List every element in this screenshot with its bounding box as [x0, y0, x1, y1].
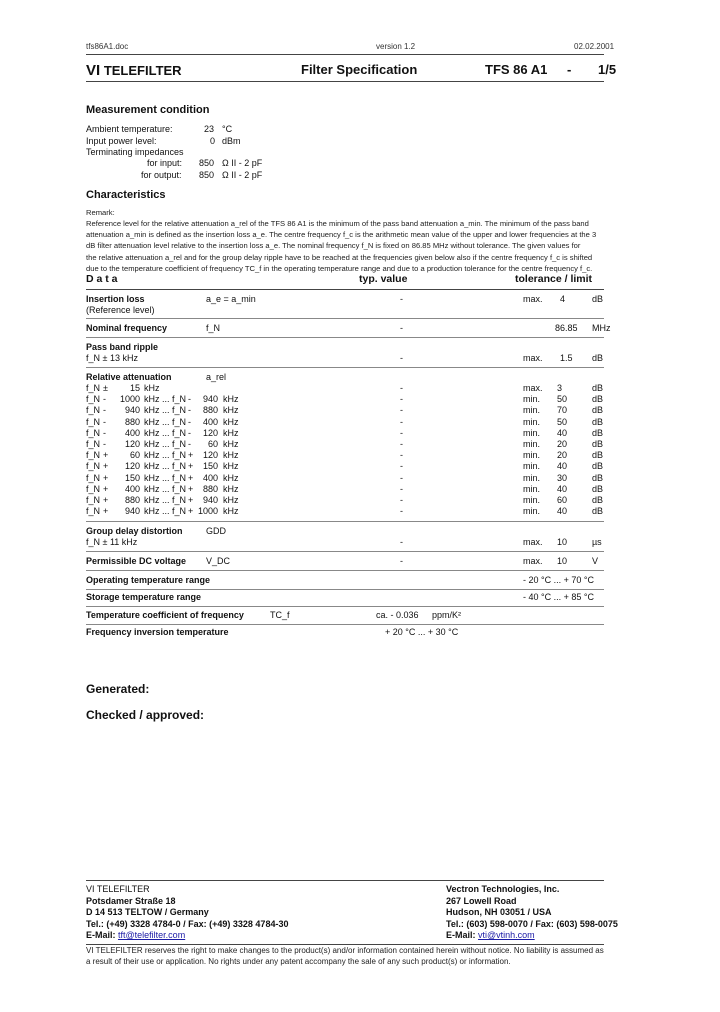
checked-label: Checked / approved: [86, 708, 205, 722]
relatt-row-4-c2: - [103, 416, 106, 427]
brand-vi: VI [86, 62, 101, 79]
col-data-header: D a t a [86, 273, 118, 285]
relatt-row-1-c1: f_N [86, 383, 101, 393]
dc-voltage-typ: - [400, 556, 403, 566]
version-label: version 1.2 [376, 42, 416, 51]
relatt-row-9-val: 30 [557, 472, 568, 483]
relatt-row-8-c5: f_N [172, 461, 187, 472]
relatt-row-9-c7: 400 [202, 472, 218, 483]
row-rule [86, 570, 604, 571]
footer-left-street: Potsdamer Straße 18 [86, 895, 176, 906]
relatt-row-11-c2: + [103, 495, 109, 505]
relatt-row-4-lim: min. [523, 416, 541, 427]
temp-coefficient-unit: ppm/K² [432, 610, 462, 620]
relatt-row-11-c1: f_N [86, 495, 101, 505]
pass-band-ripple-condition: f_N ± 13 kHz [86, 353, 138, 363]
relatt-row-5-c4: kHz ... [144, 427, 170, 438]
col-typ-header: typ. value [359, 273, 408, 285]
relatt-row-4-c1: f_N [86, 416, 101, 427]
footer-left-phone: Tel.: (+49) 3328 4784-0 / Fax: (+49) 3328 4784-30 [86, 918, 289, 929]
pass-band-ripple-label: Pass band ripple [86, 342, 159, 352]
measurement-heading: Measurement condition [86, 104, 210, 116]
pass-band-ripple-typ: - [400, 353, 403, 363]
relatt-row-6-lim: min. [523, 439, 541, 449]
insertion-loss-value: 4 [560, 294, 566, 304]
relatt-row-4-c7: 400 [202, 416, 218, 427]
relatt-row-11-c8: kHz [223, 495, 239, 505]
remark-line-3: dB filter attenuation level relative to the insertion loss a_e. The nominal frequency f_N is fixed on 86.85 MHz without tolerance. The given values for [86, 241, 581, 251]
relatt-row-9-c4: kHz ... [144, 472, 170, 483]
relatt-row-6-c6: - [188, 439, 191, 449]
relatt-row-3-c3: 940 [124, 405, 140, 416]
generated-label: Generated: [86, 682, 150, 696]
relatt-row-10-c5: f_N [172, 483, 187, 494]
row-rule [86, 367, 604, 368]
dc-voltage-value: 10 [557, 556, 568, 566]
relatt-row-7-c2: + [103, 450, 109, 461]
operating-temp-label: Operating temperature range [86, 575, 211, 585]
relative-attenuation-label: Relative attenuation [86, 372, 172, 382]
relatt-row-11-c7: 940 [202, 495, 218, 505]
footer-bottom-rule [86, 944, 604, 945]
relatt-row-6-c4: kHz ... [144, 439, 170, 449]
col-tol-header: tolerance / limit [515, 273, 593, 285]
relatt-row-7-c3: 60 [129, 450, 140, 461]
relative-attenuation-symbol: a_rel [206, 372, 227, 382]
relatt-row-4-typ: - [400, 416, 403, 427]
title-dash: - [567, 62, 572, 77]
relatt-row-4-unit: dB [592, 416, 604, 427]
table-header-rule [86, 289, 604, 290]
relatt-row-9-c8: kHz [223, 472, 239, 483]
dc-voltage-label: Permissible DC voltage [86, 556, 187, 566]
title-rule [86, 81, 604, 82]
relatt-row-3-c5: f_N [172, 405, 187, 416]
relatt-row-10-lim: min. [523, 483, 541, 494]
relatt-row-11-typ: - [400, 495, 403, 505]
relatt-row-10-c1: f_N [86, 483, 101, 494]
relatt-row-11-c6: + [188, 495, 194, 505]
insertion-loss-label: Insertion loss [86, 294, 145, 304]
temp-coefficient-label: Temperature coefficient of frequency [86, 610, 244, 620]
relatt-row-12-lim: min. [523, 506, 541, 517]
relatt-row-6-c5: f_N [172, 439, 187, 449]
relatt-row-7-lim: min. [523, 450, 541, 461]
product-code: TFS 86 A1 [485, 62, 548, 77]
row-rule [86, 589, 604, 590]
impedance-output-unit: Ω II - 2 pF [222, 170, 263, 180]
relatt-row-11-c4: kHz ... [144, 495, 170, 505]
reference-level-label: (Reference level) [86, 305, 155, 315]
relatt-row-3-c2: - [103, 405, 106, 416]
relatt-row-5-c1: f_N [86, 427, 101, 438]
footer-disclaimer: VI TELEFILTER reserves the right to make changes to the product(s) and/or information contained herein without notice. No liability is assumed as a result of their use or application. No rights under any patent accompany the sale of any such product(s) or information. [86, 946, 604, 966]
relatt-row-5-lim: min. [523, 427, 541, 438]
nominal-frequency-label: Nominal frequency [86, 323, 168, 333]
relatt-row-10-c4: kHz ... [144, 483, 170, 494]
relatt-row-4-c8: kHz [223, 416, 239, 427]
impedance-input-unit: Ω II - 2 pF [222, 158, 263, 168]
impedance-output-label: for output: [141, 170, 182, 180]
relatt-row-12-c5: f_N [172, 506, 187, 517]
ambient-label: Ambient temperature: [86, 124, 173, 134]
relatt-row-12-typ: - [400, 506, 403, 517]
relatt-row-1-unit: dB [592, 383, 604, 393]
relatt-row-7-typ: - [400, 450, 403, 461]
relatt-row-11-unit: dB [592, 495, 604, 505]
relatt-row-4-val: 50 [557, 416, 568, 427]
relatt-row-9-c2: + [103, 472, 109, 483]
brand-logo [86, 62, 182, 79]
footer-right-address [446, 884, 618, 942]
input-power-unit: dBm [222, 136, 241, 146]
relatt-row-3-lim: min. [523, 405, 541, 416]
impedance-input-label: for input: [147, 158, 183, 168]
doc-title: Filter Specification [301, 62, 418, 77]
relatt-row-8-c6: + [188, 461, 194, 472]
relatt-row-12-c6: + [188, 506, 194, 517]
ambient-value: 23 [204, 124, 215, 134]
input-power-label: Input power level: [86, 136, 157, 146]
relatt-row-2-val: 50 [557, 394, 568, 405]
relatt-row-6-c7: 60 [207, 439, 218, 449]
relatt-row-6-c2: - [103, 439, 106, 449]
relatt-row-8-lim: min. [523, 461, 541, 472]
relatt-row-10-c2: + [103, 483, 109, 494]
group-delay-condition: f_N ± 11 kHz [86, 537, 138, 547]
relatt-row-7-c8: kHz [223, 450, 239, 461]
dc-voltage-symbol: V_DC [206, 556, 231, 566]
relatt-row-3-unit: dB [592, 405, 604, 416]
relatt-row-7-c1: f_N [86, 450, 101, 461]
relatt-row-3-typ: - [400, 405, 403, 416]
row-rule [86, 521, 604, 522]
relatt-row-2-c1: f_N [86, 394, 101, 405]
relatt-row-8-c8: kHz [223, 461, 239, 472]
relatt-row-5-c3: 400 [124, 427, 140, 438]
relatt-row-10-unit: dB [592, 483, 604, 494]
relatt-row-9-c6: + [188, 472, 194, 483]
dc-voltage-limit: max. [523, 556, 543, 566]
characteristics-heading: Characteristics [86, 189, 166, 201]
relatt-row-8-val: 40 [557, 461, 568, 472]
relatt-row-2-lim: min. [523, 394, 541, 405]
relatt-row-1-c4: kHz [144, 383, 160, 393]
relatt-row-12-c4: kHz ... [144, 506, 170, 517]
pass-band-ripple-limit: max. [523, 353, 543, 363]
relatt-row-8-c4: kHz ... [144, 461, 170, 472]
relatt-row-2-c8: kHz [223, 394, 239, 405]
relatt-row-5-typ: - [400, 427, 403, 438]
group-delay-label: Group delay distortion [86, 526, 183, 536]
relatt-row-12-val: 40 [557, 506, 568, 517]
relatt-row-11-c5: f_N [172, 495, 187, 505]
relatt-row-2-typ: - [400, 394, 403, 405]
relatt-row-2-c2: - [103, 394, 106, 405]
footer-right-street: 267 Lowell Road [446, 895, 517, 906]
header-rule [86, 54, 604, 55]
remark-line-1: Reference level for the relative attenuation a_rel of the TFS 86 A1 is the minimum of the pass band attenuation a_min. The minimum of the pass band [86, 219, 589, 228]
freq-inversion-label: Frequency inversion temperature [86, 627, 229, 637]
relatt-row-2-c7: 940 [202, 394, 218, 405]
relatt-row-9-typ: - [400, 472, 403, 483]
impedance-input-value: 850 [199, 158, 215, 168]
relatt-row-1-typ: - [400, 383, 403, 393]
footer-right-email-link[interactable]: vti@vtinh.com [478, 930, 535, 940]
relatt-row-9-c3: 150 [124, 472, 140, 483]
nominal-frequency-symbol: f_N [206, 323, 221, 333]
relatt-row-7-c6: + [188, 450, 194, 461]
insertion-loss-limit: max. [523, 294, 543, 304]
relatt-row-2-unit: dB [592, 394, 604, 405]
relatt-row-9-c5: f_N [172, 472, 187, 483]
relatt-row-12-c8: kHz [223, 506, 239, 517]
relatt-row-1-lim: max. [523, 383, 543, 393]
remark-line-4: the relative attenuation a_rel and for the group delay ripple have to be reached at the frequencies given below also if the centre frequency f_c is shifted [86, 252, 593, 262]
relatt-row-7-val: 20 [557, 450, 568, 461]
relatt-row-1-val: 3 [557, 383, 563, 393]
relatt-row-7-c4: kHz ... [144, 450, 170, 461]
insertion-loss-unit: dB [592, 294, 604, 304]
temp-coefficient-typ: ca. - 0.036 [376, 610, 419, 620]
relatt-row-5-c6: - [188, 427, 191, 438]
brand-name: TELEFILTER [103, 63, 182, 78]
relatt-row-5-c5: f_N [172, 427, 187, 438]
relatt-row-5-c8: kHz [223, 427, 239, 438]
relatt-row-3-c7: 880 [202, 405, 218, 416]
group-delay-unit: µs [592, 537, 602, 547]
remark-label: Remark: [86, 208, 115, 217]
ambient-unit: °C [222, 124, 233, 134]
nominal-frequency-typ: - [400, 323, 403, 333]
storage-temp-range: - 40 °C ... + 85 °C [523, 592, 594, 602]
relatt-row-1-c3: 15 [129, 383, 140, 393]
relatt-row-6-c3: 120 [124, 439, 140, 449]
relatt-row-7-unit: dB [592, 450, 604, 461]
relatt-row-9-lim: min. [523, 472, 541, 483]
nominal-frequency-unit: MHz [592, 323, 611, 333]
relatt-row-8-unit: dB [592, 461, 604, 472]
group-delay-symbol: GDD [206, 526, 226, 536]
relatt-row-4-c3: 880 [124, 416, 140, 427]
impedance-output-value: 850 [199, 170, 215, 180]
relatt-row-9-unit: dB [592, 472, 604, 483]
date-label: 02.02.2001 [574, 42, 615, 51]
relatt-row-12-c2: + [103, 506, 109, 517]
relatt-row-8-c7: 150 [202, 461, 218, 472]
relatt-row-7-c5: f_N [172, 450, 187, 461]
relatt-row-8-c3: 120 [124, 461, 140, 472]
footer-left-address [86, 884, 288, 942]
relatt-row-6-val: 20 [557, 439, 568, 449]
relatt-row-10-c6: + [188, 483, 194, 494]
relatt-row-2-c5: f_N [172, 394, 187, 405]
storage-temp-label: Storage temperature range [86, 592, 202, 602]
relatt-row-5-c7: 120 [202, 427, 218, 438]
footer-right-company: Vectron Technologies, Inc. [446, 884, 560, 894]
relatt-row-2-c3: 1000 [119, 394, 140, 405]
relatt-row-11-val: 60 [557, 495, 568, 505]
remark-line-5: due to the temperature coefficient of frequency TC_f in the operating temperature range and due to a production tolerance for the centre frequency f_c. [86, 263, 593, 273]
row-rule [86, 318, 604, 319]
temp-coefficient-symbol: TC_f [270, 610, 290, 620]
footer-left-company: VI TELEFILTER [86, 884, 150, 894]
file-name: tfs86A1.doc [86, 42, 129, 51]
relatt-row-2-c4: kHz ... [144, 394, 170, 405]
relatt-row-3-c1: f_N [86, 405, 101, 416]
relatt-row-8-typ: - [400, 461, 403, 472]
relatt-row-10-val: 40 [557, 483, 568, 494]
insertion-loss-typ: - [400, 294, 403, 304]
relatt-row-7-c7: 120 [202, 450, 218, 461]
freq-inversion-range: + 20 °C ... + 30 °C [385, 627, 459, 637]
relatt-row-5-val: 40 [557, 427, 568, 438]
terminating-label: Terminating impedances [86, 147, 184, 157]
group-delay-typ: - [400, 537, 403, 547]
relatt-row-12-unit: dB [592, 506, 604, 517]
relatt-row-8-c2: + [103, 461, 109, 472]
relatt-row-3-c8: kHz [223, 405, 239, 416]
insertion-loss-symbol: a_e = a_min [206, 294, 256, 304]
dc-voltage-unit: V [592, 556, 599, 566]
relatt-row-4-c5: f_N [172, 416, 187, 427]
relatt-row-6-typ: - [400, 439, 403, 449]
relatt-row-9-c1: f_N [86, 472, 101, 483]
row-rule [86, 624, 604, 625]
page-number: 1/5 [598, 62, 617, 77]
footer-left-city: D 14 513 TELTOW / Germany [86, 907, 209, 917]
footer-rule [86, 880, 604, 881]
relatt-row-11-lim: min. [523, 495, 541, 505]
relatt-row-10-typ: - [400, 483, 403, 494]
relatt-row-12-c3: 940 [124, 506, 140, 517]
pass-band-ripple-unit: dB [592, 353, 604, 363]
relatt-row-1-c2: ± [103, 383, 108, 393]
operating-temp-range: - 20 °C ... + 70 °C [523, 575, 594, 585]
row-rule [86, 551, 604, 552]
relatt-row-11-c3: 880 [124, 495, 140, 505]
remark-text [86, 218, 666, 274]
group-delay-limit: max. [523, 537, 543, 547]
relatt-row-2-c6: - [188, 394, 191, 405]
footer-left-email-label: E-Mail: [86, 930, 116, 940]
relatt-row-5-c2: - [103, 427, 106, 438]
row-rule [86, 337, 604, 338]
footer-right-city: Hudson, NH 03051 / USA [446, 907, 552, 917]
relatt-row-8-c1: f_N [86, 461, 101, 472]
relatt-row-10-c7: 880 [202, 483, 218, 494]
relatt-row-4-c4: kHz ... [144, 416, 170, 427]
row-rule [86, 606, 604, 607]
footer-left-email-link[interactable]: tft@telefilter.com [118, 930, 186, 940]
relatt-row-10-c8: kHz [223, 483, 239, 494]
pass-band-ripple-value: 1.5 [560, 353, 573, 363]
relatt-row-6-c8: kHz [223, 439, 239, 449]
relatt-row-3-c4: kHz ... [144, 405, 170, 416]
input-power-value: 0 [210, 136, 216, 146]
footer-right-phone: Tel.: (603) 598-0070 / Fax: (603) 598-0075 [446, 918, 618, 929]
relatt-row-6-unit: dB [592, 439, 604, 449]
relatt-row-10-c3: 400 [124, 483, 140, 494]
footer-right-email-label: E-Mail: [446, 930, 476, 940]
group-delay-value: 10 [557, 537, 568, 547]
relatt-row-3-val: 70 [557, 405, 568, 416]
relatt-row-12-c1: f_N [86, 506, 101, 517]
relatt-row-6-c1: f_N [86, 439, 101, 449]
relatt-row-5-unit: dB [592, 427, 604, 438]
relatt-row-4-c6: - [188, 416, 191, 427]
relatt-row-3-c6: - [188, 405, 191, 416]
relatt-row-12-c7: 1000 [197, 506, 218, 517]
remark-line-2: attenuation a_min is defined as the insertion loss a_e. The centre frequency f_c is the arithmetic mean value of the upper and lower frequencies at the 3 [86, 230, 597, 240]
nominal-frequency-value: 86.85 [555, 323, 578, 333]
